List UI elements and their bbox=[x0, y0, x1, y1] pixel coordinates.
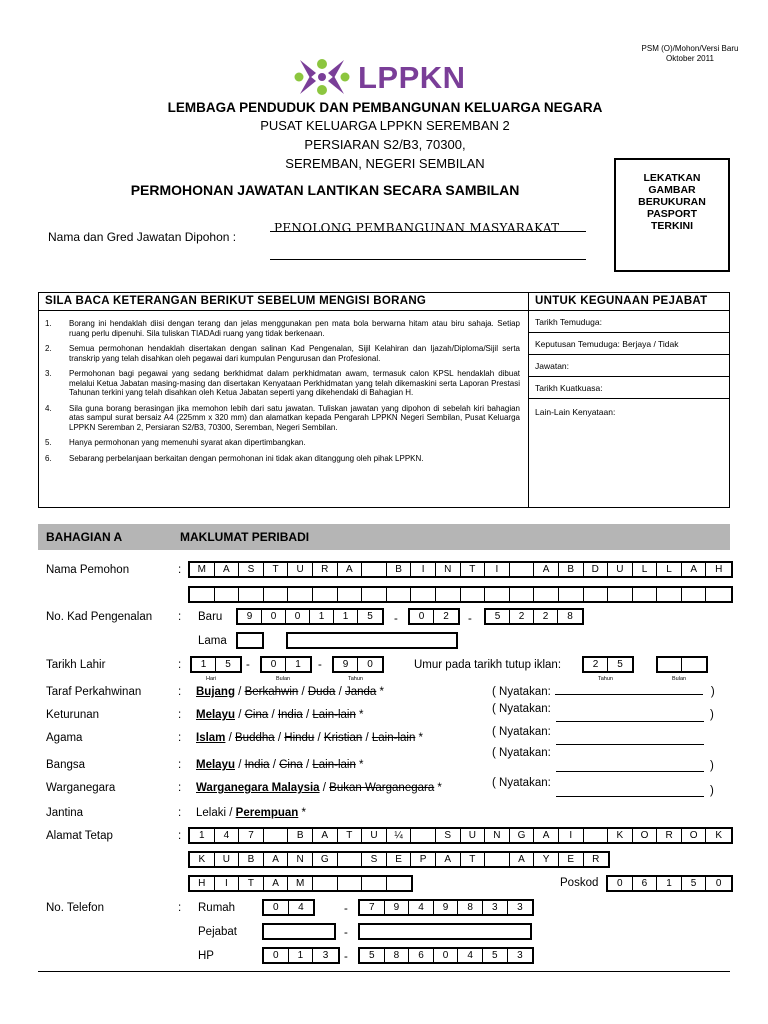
char-box[interactable]: 1 bbox=[310, 610, 334, 623]
char-box[interactable] bbox=[584, 588, 609, 601]
religion-option: Lain-lain bbox=[371, 732, 416, 744]
specify-label: ( Nyatakan: bbox=[492, 777, 551, 789]
char-box[interactable] bbox=[338, 877, 363, 890]
char-box[interactable]: 3 bbox=[517, 950, 523, 961]
colon: : bbox=[178, 611, 182, 623]
dob-separator: - bbox=[246, 659, 250, 671]
info-box bbox=[38, 292, 730, 508]
ethnic-label: Keturunan bbox=[46, 709, 100, 721]
char-box[interactable]: 8 bbox=[567, 611, 573, 622]
form-title: PERMOHONAN JAWATAN LANTIKAN SECARA SAMBILAN bbox=[130, 182, 520, 198]
char-box[interactable]: I bbox=[559, 829, 584, 842]
char-box[interactable] bbox=[682, 588, 707, 601]
char-box[interactable] bbox=[485, 588, 510, 601]
instruction-number: 2. bbox=[45, 344, 52, 353]
char-box[interactable] bbox=[387, 877, 412, 890]
race-specify-line[interactable] bbox=[556, 771, 704, 772]
citizenship-label: Warganegara bbox=[46, 782, 116, 794]
ic-old-box-1[interactable] bbox=[236, 632, 264, 649]
char-box[interactable] bbox=[288, 588, 313, 601]
char-box[interactable]: 2 bbox=[510, 610, 534, 623]
colon: : bbox=[178, 659, 182, 671]
phone-separator: - bbox=[344, 951, 348, 963]
char-box[interactable]: 3 bbox=[322, 950, 329, 961]
race-specify[interactable] bbox=[492, 747, 551, 759]
colon: : bbox=[178, 782, 182, 794]
phone-label: No. Telefon bbox=[46, 902, 104, 914]
char-box[interactable]: 3 bbox=[517, 902, 523, 913]
char-box[interactable] bbox=[190, 588, 215, 601]
char-box[interactable] bbox=[362, 563, 387, 576]
race-label: Bangsa bbox=[46, 759, 86, 771]
char-box[interactable]: S bbox=[436, 829, 461, 842]
ethnic-specify[interactable] bbox=[492, 703, 551, 715]
citizenship-options[interactable]: Warganegara Malaysia / Bukan Warganegara * bbox=[196, 782, 442, 794]
marital-option: Berkahwin bbox=[244, 686, 299, 698]
bottom-divider bbox=[38, 971, 730, 972]
marital-label: Taraf Perkahwinan bbox=[46, 686, 142, 698]
char-box[interactable] bbox=[559, 588, 584, 601]
char-box[interactable] bbox=[658, 658, 682, 671]
char-box[interactable] bbox=[362, 877, 387, 890]
char-box[interactable] bbox=[633, 588, 658, 601]
char-box[interactable] bbox=[313, 877, 338, 890]
instruction-text: Semua permohonan hendaklah disertakan dengan salinan Kad Pengenalan, Sijil Kelahiran dan Ijazah/Diploma/Sijil serta transkrip yang telah disahkan oleh pegawai dari kumpulan Pengurusan dan Profesional. bbox=[69, 344, 520, 363]
char-box[interactable] bbox=[215, 588, 240, 601]
char-box[interactable]: A bbox=[682, 563, 707, 576]
age-years-caption: Tahun bbox=[598, 676, 613, 682]
char-box[interactable] bbox=[436, 588, 461, 601]
ic-label: No. Kad Pengenalan bbox=[46, 611, 153, 623]
colon: : bbox=[178, 759, 182, 771]
form-code bbox=[634, 44, 746, 64]
postcode-boxes[interactable] bbox=[606, 875, 733, 892]
ethnic-specify-line[interactable] bbox=[556, 721, 704, 722]
instruction-text: Sila guna borang berasingan jika memohon lebih dari satu jawatan. Tuliskan jawatan yang dipohon di sebelah kiri bahagian atas sampul surat bersaiz A4 (225mm x 320 mm) dan alamatkan kepada Pengarah LPPKN Negeri Sembilan, Pusat Keluarga LPPKN Seremban 2, Persiaran S2/B3, 70300, Seremban, Negeri Sembilan. bbox=[69, 403, 520, 432]
char-box[interactable] bbox=[362, 588, 387, 601]
close-paren: ) bbox=[710, 785, 714, 797]
address-row-3[interactable] bbox=[188, 875, 413, 892]
char-box[interactable]: B bbox=[559, 563, 584, 576]
char-box[interactable]: 9 bbox=[385, 901, 410, 914]
section-a-header bbox=[38, 524, 730, 550]
char-box[interactable]: K bbox=[608, 829, 633, 842]
char-box[interactable] bbox=[387, 588, 412, 601]
char-box[interactable]: 1 bbox=[295, 659, 301, 670]
char-box[interactable]: B bbox=[288, 829, 313, 842]
char-box[interactable]: S bbox=[239, 563, 264, 576]
char-box[interactable] bbox=[313, 588, 338, 601]
close-paren: ) bbox=[710, 709, 714, 721]
phone-separator: - bbox=[344, 903, 348, 915]
char-box[interactable]: U bbox=[362, 829, 387, 842]
char-box[interactable]: T bbox=[264, 563, 289, 576]
char-box[interactable] bbox=[338, 853, 363, 866]
phone-separator: - bbox=[344, 927, 348, 939]
office-use-panel bbox=[529, 293, 729, 507]
char-box[interactable]: I bbox=[485, 563, 510, 576]
ethnic-option: Lain-lain bbox=[312, 709, 356, 721]
colon: : bbox=[178, 830, 182, 842]
char-box[interactable]: 3 bbox=[483, 901, 508, 914]
char-box[interactable]: 0 bbox=[286, 610, 310, 623]
dob-day-caption: Hari bbox=[206, 676, 217, 682]
char-box[interactable]: A bbox=[338, 563, 363, 576]
religion-option: Hindu bbox=[284, 732, 315, 744]
name-boxes-row-1[interactable] bbox=[188, 561, 733, 578]
char-box[interactable]: T bbox=[338, 829, 363, 842]
char-box[interactable] bbox=[264, 829, 289, 842]
section-name: MAKLUMAT PERIBADI bbox=[180, 530, 310, 544]
office-use-header: UNTUK KEGUNAAN PEJABAT bbox=[529, 293, 729, 311]
char-box[interactable]: B bbox=[239, 853, 264, 866]
char-box[interactable]: A bbox=[436, 853, 461, 866]
char-box[interactable]: 1 bbox=[657, 877, 682, 890]
char-box[interactable] bbox=[510, 588, 535, 601]
char-box[interactable]: L bbox=[633, 563, 658, 576]
char-box[interactable]: T bbox=[239, 877, 264, 890]
ic-new-part-3[interactable] bbox=[484, 608, 584, 625]
char-box[interactable]: 4 bbox=[409, 901, 434, 914]
dob-year[interactable] bbox=[332, 656, 384, 673]
instruction-text: Permohonan bagi pegawai yang sedang berkhidmat dalam perkhidmatan awam, termasuk calon KPSL hendaklah dibuat melalui Ketua Jabatan masing-masing dan disertakan Kenyataan Perkhidmatan yang telah dikemaskini serta Laporan Prestasi Tahunan terkini yang telah disahkan oleh Ketua Jabatan seperti yang dikehendaki di Bahagian H. bbox=[69, 369, 520, 397]
address-row-2[interactable] bbox=[188, 851, 610, 868]
instructions-panel bbox=[39, 293, 529, 507]
phone-office-label: Pejabat bbox=[198, 926, 238, 938]
char-box[interactable] bbox=[461, 588, 486, 601]
phone-office-number[interactable] bbox=[358, 923, 532, 940]
instruction-number: 4. bbox=[45, 403, 52, 413]
char-box[interactable]: 0 bbox=[434, 949, 459, 962]
marital-option: Duda bbox=[307, 686, 336, 698]
org-address-line: PUSAT KELUARGA LPPKN SEREMBAN 2 bbox=[260, 118, 510, 133]
age-months-caption: Bulan bbox=[672, 676, 687, 682]
instruction-item bbox=[39, 438, 520, 448]
char-box[interactable]: A bbox=[534, 563, 559, 576]
instruction-item bbox=[39, 344, 520, 363]
age-label: Umur pada tarikh tutup iklan: bbox=[414, 659, 562, 671]
gender-option: Lelaki bbox=[196, 807, 227, 819]
char-box[interactable] bbox=[411, 588, 436, 601]
colon: : bbox=[178, 902, 182, 914]
specify-label: ( Nyatakan: bbox=[492, 703, 551, 715]
religion-options[interactable]: Islam / Buddha / Hindu / Kristian / Lain-lain * bbox=[196, 732, 424, 744]
address-label: Alamat Tetap bbox=[46, 830, 113, 842]
char-box[interactable]: 0 bbox=[262, 610, 286, 623]
char-box[interactable]: O bbox=[682, 829, 707, 842]
marital-options[interactable]: Bujang / Berkahwin / Duda / Janda * bbox=[196, 686, 384, 698]
char-box[interactable]: A bbox=[264, 853, 289, 866]
gender-options[interactable]: Lelaki / Perempuan * bbox=[196, 807, 306, 819]
char-box[interactable]: ¼ bbox=[387, 829, 412, 842]
char-box[interactable]: A bbox=[510, 853, 535, 866]
char-box[interactable]: T bbox=[461, 563, 486, 576]
marital-selected: Bujang bbox=[196, 686, 235, 698]
citizenship-option: Bukan Warganegara bbox=[329, 782, 435, 794]
lppkn-logo-icon bbox=[294, 56, 350, 98]
char-box[interactable]: U bbox=[288, 563, 313, 576]
religion-specify-line[interactable] bbox=[556, 744, 704, 745]
char-box[interactable] bbox=[584, 829, 609, 842]
photo-box-line: PASPORT bbox=[647, 208, 697, 220]
phone-home-prefix[interactable] bbox=[262, 899, 315, 916]
citizenship-selected: Warganegara Malaysia bbox=[196, 782, 320, 794]
char-box[interactable]: 6 bbox=[633, 877, 658, 890]
form-code-date: Oktober 2011 bbox=[666, 54, 714, 63]
gender-label: Jantina bbox=[46, 807, 84, 819]
char-box[interactable]: 5 bbox=[360, 949, 385, 962]
char-box[interactable]: N bbox=[485, 829, 510, 842]
religion-option: Buddha bbox=[235, 732, 275, 744]
office-row-remarks[interactable]: Lain-Lain Kenyataan: bbox=[535, 407, 616, 417]
colon: : bbox=[178, 807, 182, 819]
org-address-line: PERSIARAN S2/B3, 70300, bbox=[304, 137, 466, 152]
char-box[interactable]: 1 bbox=[334, 610, 358, 623]
citizenship-specify[interactable] bbox=[492, 777, 551, 789]
ic-old-box-2[interactable] bbox=[286, 632, 458, 649]
char-box[interactable]: M bbox=[288, 877, 313, 890]
char-box[interactable]: 5 bbox=[483, 949, 508, 962]
dob-month[interactable] bbox=[260, 656, 312, 673]
instructions-list bbox=[39, 311, 528, 463]
char-box[interactable] bbox=[534, 588, 559, 601]
instruction-item bbox=[39, 454, 520, 464]
char-box[interactable]: 0 bbox=[264, 901, 289, 914]
char-box[interactable]: S bbox=[362, 853, 387, 866]
char-box[interactable]: 6 bbox=[409, 949, 434, 962]
photo-box-line: LEKATKAN bbox=[643, 172, 701, 184]
char-box[interactable]: A bbox=[534, 829, 559, 842]
phone-home-number[interactable] bbox=[358, 899, 534, 916]
char-box[interactable]: 4 bbox=[298, 902, 304, 913]
char-box[interactable]: 0 bbox=[410, 610, 434, 623]
char-box[interactable]: 5 bbox=[486, 610, 510, 623]
phone-hp-prefix[interactable] bbox=[262, 947, 340, 964]
instruction-number: 6. bbox=[45, 453, 52, 463]
ethnic-option: India bbox=[277, 709, 303, 721]
char-box[interactable] bbox=[485, 853, 510, 866]
specify-label: ( Nyatakan: bbox=[492, 747, 551, 759]
char-box[interactable] bbox=[706, 588, 731, 601]
char-box[interactable]: 0 bbox=[262, 658, 286, 671]
office-row-interview-date[interactable]: Tarikh Temuduga: bbox=[529, 311, 729, 333]
char-box[interactable]: N bbox=[288, 853, 313, 866]
char-box[interactable]: 0 bbox=[608, 877, 633, 890]
org-address-line: SEREMBAN, NEGERI SEMBILAN bbox=[285, 156, 485, 171]
logo-text: LPPKN bbox=[358, 60, 466, 95]
dob-year-caption: Tahun bbox=[348, 676, 363, 682]
age-months[interactable] bbox=[656, 656, 708, 673]
char-box[interactable]: 5 bbox=[617, 659, 623, 670]
char-box[interactable]: 9 bbox=[238, 610, 262, 623]
char-box[interactable]: H bbox=[715, 564, 723, 575]
char-box[interactable]: 4 bbox=[458, 949, 483, 962]
race-option: Cina bbox=[279, 759, 303, 771]
phone-home-label: Rumah bbox=[198, 902, 236, 914]
char-box[interactable]: I bbox=[411, 563, 436, 576]
religion-option: Kristian bbox=[323, 732, 363, 744]
dob-separator: - bbox=[318, 659, 322, 671]
char-box[interactable] bbox=[264, 588, 289, 601]
instruction-number: 3. bbox=[45, 369, 52, 378]
religion-label: Agama bbox=[46, 732, 83, 744]
citizenship-specify-line[interactable] bbox=[556, 796, 704, 797]
char-box[interactable]: G bbox=[510, 829, 535, 842]
ic-new-part-2[interactable] bbox=[408, 608, 460, 625]
char-box[interactable]: 1 bbox=[289, 949, 314, 962]
dob-month-caption: Bulan bbox=[276, 676, 291, 682]
form-code-version: PSM (O)/Mohon/Versi Baru bbox=[641, 44, 739, 53]
position-line-1 bbox=[270, 231, 586, 232]
char-box[interactable]: K bbox=[715, 830, 723, 841]
office-row-effective-date[interactable]: Tarikh Kuatkuasa: bbox=[529, 377, 729, 399]
char-box[interactable]: 8 bbox=[385, 949, 410, 962]
char-box[interactable]: 8 bbox=[458, 901, 483, 914]
char-box[interactable]: P bbox=[411, 853, 436, 866]
char-box[interactable]: R bbox=[657, 829, 682, 842]
char-box[interactable]: U bbox=[608, 563, 633, 576]
char-box[interactable] bbox=[338, 588, 363, 601]
char-box[interactable]: 4 bbox=[215, 829, 240, 842]
gender-selected: Perempuan bbox=[235, 807, 299, 819]
ic-separator: - bbox=[394, 613, 398, 625]
char-box[interactable]: U bbox=[461, 829, 486, 842]
char-box[interactable] bbox=[239, 588, 264, 601]
instructions-header: SILA BACA KETERANGAN BERIKUT SEBELUM MENGISI BORANG bbox=[39, 293, 528, 311]
phone-hp-label: HP bbox=[198, 950, 214, 962]
char-box[interactable]: K bbox=[190, 853, 215, 866]
instruction-number: 1. bbox=[45, 319, 52, 328]
ic-new-label: Baru bbox=[198, 611, 223, 623]
char-box[interactable]: 9 bbox=[334, 658, 358, 671]
char-box[interactable] bbox=[657, 588, 682, 601]
phone-hp-number[interactable] bbox=[358, 947, 534, 964]
char-box[interactable]: 1 bbox=[190, 829, 215, 842]
char-box[interactable]: A bbox=[313, 829, 338, 842]
age-years[interactable] bbox=[582, 656, 634, 673]
char-box[interactable]: A bbox=[264, 877, 289, 890]
address-row-1[interactable] bbox=[188, 827, 733, 844]
char-box[interactable]: E bbox=[387, 853, 412, 866]
char-box[interactable]: T bbox=[461, 853, 486, 866]
religion-selected: Islam bbox=[196, 732, 226, 744]
colon: : bbox=[178, 564, 182, 576]
instruction-text: Hanya permohonan yang memenuhi syarat akan dipertimbangkan. bbox=[69, 438, 306, 447]
ic-old-label: Lama bbox=[198, 635, 227, 647]
ethnic-options[interactable]: Melayu / Cina / India / Lain-lain * bbox=[196, 709, 364, 721]
instruction-item bbox=[39, 369, 520, 398]
char-box[interactable]: 5 bbox=[682, 877, 707, 890]
char-box[interactable]: O bbox=[633, 829, 658, 842]
marital-option: Janda bbox=[344, 686, 377, 698]
postcode-label: Poskod bbox=[560, 877, 599, 889]
char-box[interactable]: 5 bbox=[367, 611, 373, 622]
position-label: Nama dan Gred Jawatan Dipohon : bbox=[48, 230, 237, 244]
specify-label: ( Nyatakan: bbox=[492, 726, 551, 738]
colon: : bbox=[178, 686, 182, 698]
char-box[interactable]: B bbox=[387, 563, 412, 576]
specify-label: ( Nyatakan: bbox=[492, 686, 551, 698]
race-options[interactable]: Melayu / India / Cina / Lain-lain * bbox=[196, 759, 364, 771]
char-box[interactable]: H bbox=[190, 877, 215, 890]
char-box[interactable]: 7 bbox=[239, 829, 264, 842]
marital-specify[interactable]: ( Nyatakan: ) bbox=[492, 686, 715, 698]
instruction-text: Borang ini hendaklah diisi dengan terang dan jelas menggunakan pen mata bola berwarna hitam atau biru sahaja. Setiap ruang perlu dipenuhi. Sila tuliskan TIADAdi ruang yang tidak berkenaan. bbox=[69, 319, 520, 338]
char-box[interactable]: N bbox=[436, 563, 461, 576]
colon: : bbox=[178, 732, 182, 744]
colon: : bbox=[178, 709, 182, 721]
instruction-number: 5. bbox=[45, 438, 52, 447]
char-box[interactable]: 9 bbox=[434, 901, 459, 914]
name-boxes-row-2[interactable] bbox=[188, 586, 733, 603]
char-box[interactable]: L bbox=[657, 563, 682, 576]
instruction-item bbox=[39, 404, 520, 433]
phone-office-prefix[interactable] bbox=[262, 923, 336, 940]
char-box[interactable]: 2 bbox=[443, 611, 449, 622]
ethnic-option: Cina bbox=[244, 709, 269, 721]
char-box[interactable]: 0 bbox=[715, 878, 722, 889]
section-part: BAHAGIAN A bbox=[46, 530, 123, 544]
race-option: India bbox=[244, 759, 270, 771]
dob-day[interactable] bbox=[190, 656, 242, 673]
char-box[interactable]: 2 bbox=[584, 658, 608, 671]
ethnic-selected: Melayu bbox=[196, 709, 235, 721]
instruction-item bbox=[39, 319, 520, 338]
org-name: LEMBAGA PENDUDUK DAN PEMBANGUNAN KELUARGA NEGARA bbox=[167, 100, 603, 115]
char-box[interactable]: D bbox=[584, 563, 609, 576]
char-box[interactable]: 1 bbox=[192, 658, 216, 671]
char-box[interactable]: R bbox=[592, 854, 600, 865]
char-box[interactable]: 2 bbox=[534, 610, 558, 623]
position-line-2 bbox=[270, 259, 586, 260]
photo-box-line: BERUKURAN bbox=[638, 196, 706, 208]
char-box[interactable]: E bbox=[559, 853, 584, 866]
char-box[interactable]: 7 bbox=[360, 901, 385, 914]
char-box[interactable]: 5 bbox=[225, 659, 231, 670]
char-box[interactable]: Y bbox=[534, 853, 559, 866]
instruction-text: Sebarang perbelanjaan berkaitan dengan permohonan ini tidak akan ditanggung oleh pihak LPPKN. bbox=[69, 453, 424, 463]
char-box[interactable]: G bbox=[313, 853, 338, 866]
dob-label: Tarikh Lahir bbox=[46, 659, 106, 671]
char-box[interactable]: M bbox=[190, 563, 215, 576]
char-box[interactable]: A bbox=[215, 563, 240, 576]
race-selected: Melayu bbox=[196, 759, 235, 771]
char-box[interactable]: R bbox=[313, 563, 338, 576]
char-box[interactable] bbox=[510, 563, 535, 576]
office-row-position[interactable]: Jawatan: bbox=[529, 355, 729, 377]
race-option: Lain-lain bbox=[312, 759, 356, 771]
photo-box-line: GAMBAR bbox=[648, 184, 696, 196]
char-box[interactable] bbox=[411, 829, 436, 842]
religion-specify[interactable] bbox=[492, 726, 551, 738]
char-box[interactable] bbox=[608, 588, 633, 601]
photo-box[interactable] bbox=[614, 158, 730, 272]
char-box[interactable]: 0 bbox=[264, 949, 289, 962]
ic-new-part-1[interactable] bbox=[236, 608, 384, 625]
close-paren: ) bbox=[710, 760, 714, 772]
char-box[interactable]: 0 bbox=[367, 659, 373, 670]
char-box[interactable] bbox=[682, 658, 706, 671]
position-value[interactable]: PENOLONG PEMBANGUNAN MASYARAKAT bbox=[274, 221, 560, 235]
char-box[interactable]: I bbox=[215, 877, 240, 890]
char-box[interactable]: U bbox=[215, 853, 240, 866]
ic-separator: - bbox=[468, 613, 472, 625]
photo-box-line: TERKINI bbox=[651, 220, 693, 232]
name-label: Nama Pemohon bbox=[46, 564, 130, 576]
office-row-interview-result[interactable]: Keputusan Temuduga: Berjaya / Tidak bbox=[529, 333, 729, 355]
